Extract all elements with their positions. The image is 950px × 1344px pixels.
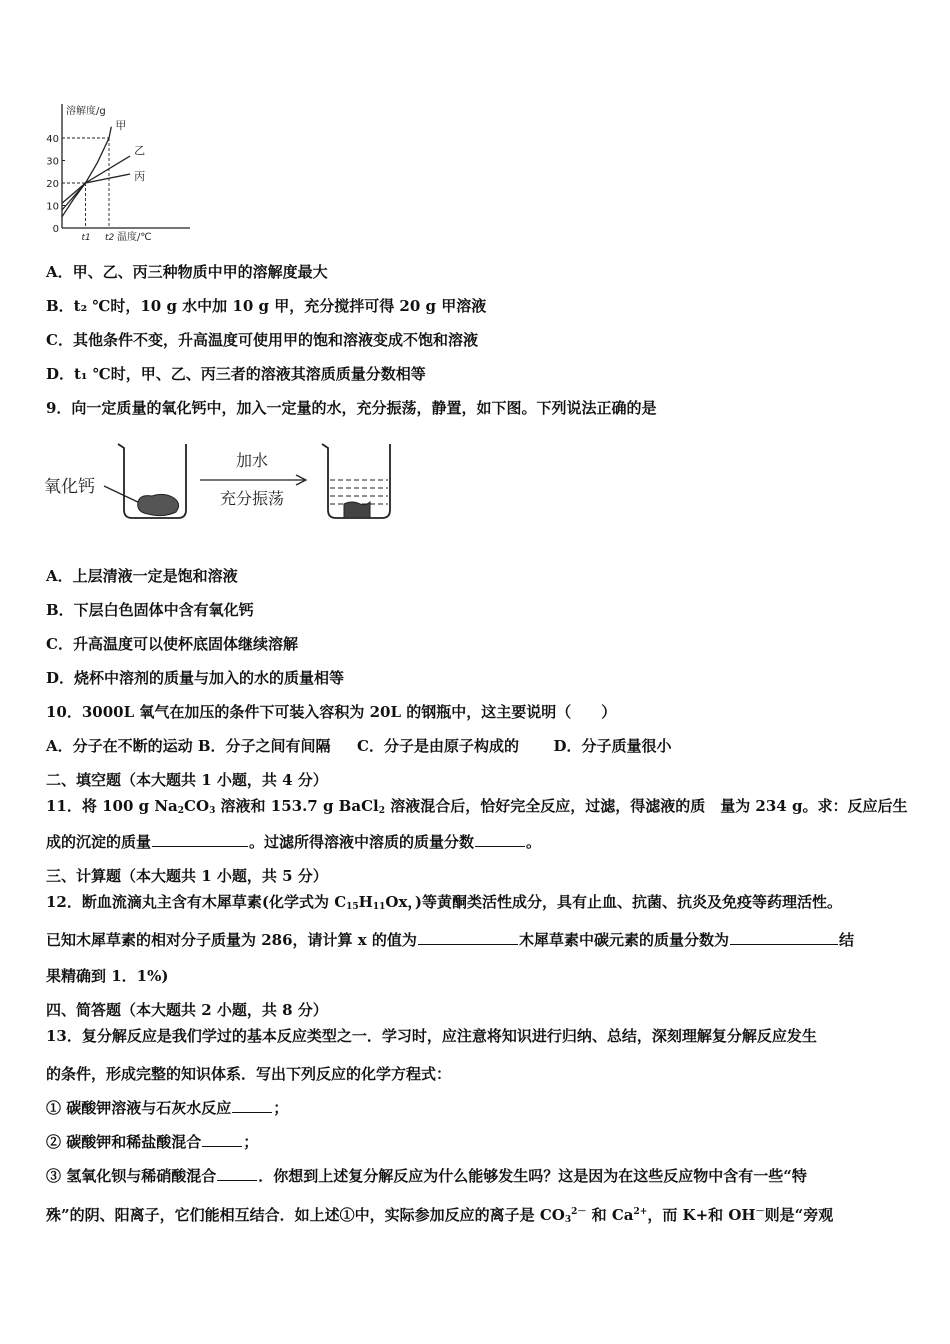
q9-option-b: B．下层白色固体中含有氧化钙 bbox=[46, 601, 254, 619]
q10-stem: 10．3000L 氧气在加压的条件下可装入容积为 20L 的钢瓶中，这主要说明（ ） bbox=[46, 703, 617, 721]
section-short-answer-title: 四、简答题（本大题共 2 小题，共 8 分） bbox=[46, 1001, 328, 1019]
q8-option-b: B．t₂ ℃时，10 g 水中加 10 g 甲，充分搅拌可得 20 g 甲溶液 bbox=[46, 297, 487, 315]
x-tick-label-t1: t1 bbox=[81, 233, 91, 243]
q12-line3: 果精确到 1．1%) bbox=[46, 967, 169, 985]
label-pointer-line bbox=[104, 486, 142, 504]
q10-options bbox=[46, 736, 671, 756]
q13-blank-1[interactable] bbox=[232, 1098, 272, 1113]
q13-line1: 13．复分解反应是我们学过的基本反应类型之一．学习时，应注意将知识进行归纳、总结，深刻理解复分解反应发生 bbox=[46, 1027, 817, 1045]
q8-option-a: A．甲、乙、丙三种物质中甲的溶解度最大 bbox=[46, 263, 328, 281]
q11-line1: 11．将 100 g $Na_2CO_3$ 溶液和 153.7 g BaCl$_2$ 溶液混合后，恰好完全反应，过滤，得滤液的质 量为 234 g。求：反应后生 bbox=[46, 797, 908, 816]
q9-option-a: A．上层清液一定是饱和溶液 bbox=[46, 567, 238, 585]
calcium-oxide-solid bbox=[138, 494, 179, 515]
q13-line2: 的条件，形成完整的知识体系．写出下列反应的化学方程式： bbox=[46, 1065, 452, 1083]
q9-option-d: D．烧杯中溶剂的质量与加入的水的质量相等 bbox=[46, 669, 345, 687]
q10-option-c: C．分子是由原子构成的 bbox=[357, 737, 519, 755]
section-fill-blank-title: 二、填空题（本大题共 1 小题，共 4 分） bbox=[46, 771, 328, 789]
series-label-3: 丙 bbox=[134, 170, 146, 183]
q11-blank-fraction[interactable] bbox=[475, 832, 525, 847]
solution-dashes bbox=[330, 480, 388, 504]
x-tick-label-t2: t2 bbox=[105, 233, 115, 243]
arrow-label-add-water: 加水 bbox=[236, 451, 269, 470]
q13-line6: 殊”的阴、阳离子，它们能相互结合．如上述①中，实际参加反应的离子是 $CO_3^{2-}$ 和 $Ca^{2+}$，而 K+和 OH－则是“旁观 bbox=[46, 1206, 834, 1225]
beaker-figure bbox=[40, 434, 420, 534]
q13-blank-3[interactable] bbox=[217, 1166, 257, 1181]
y-tick-label-10: 10 bbox=[46, 201, 59, 213]
q9-option-c: C．升高温度可以使杯底固体继续溶解 bbox=[46, 635, 298, 653]
q10-option-d: D．分子质量很小 bbox=[553, 737, 672, 755]
q9-stem: 9．向一定质量的氧化钙中，加入一定量的水，充分振荡，静置，如下图。下列说法正确的是 bbox=[46, 399, 657, 417]
q8-option-c: C．其他条件不变，升高温度可使用甲的饱和溶液变成不饱和溶液 bbox=[46, 331, 478, 349]
y-tick-label-20: 20 bbox=[46, 179, 59, 190]
q12-line1: 12．断血流滴丸主含有木犀草素(化学式为 $C_{15}H_{11}Ox$，)等黄酮类活性成分，具有止血、抗菌、抗炎及免疫等药理活性。 bbox=[46, 893, 843, 912]
q8-option-d: D．t₁ ℃时，甲、乙、丙三者的溶液其溶质质量分数相等 bbox=[46, 365, 426, 383]
settled-solid bbox=[344, 502, 370, 518]
q11-blank-precipitate[interactable] bbox=[152, 832, 248, 847]
series-label-2: 乙 bbox=[134, 144, 146, 157]
q13-item1: ① 碳酸钾溶液与石灰水反应 ； bbox=[46, 1099, 289, 1117]
calcium-oxide-label: 氧化钙 bbox=[44, 477, 95, 497]
q11-line2: 成的沉淀的质量 。过滤所得溶液中溶质的质量分数 。 bbox=[46, 833, 542, 851]
q13-blank-2[interactable] bbox=[202, 1132, 242, 1147]
q12-blank-x[interactable] bbox=[418, 930, 518, 945]
arrow-label-shake: 充分振荡 bbox=[220, 489, 285, 508]
section-calculation-title: 三、计算题（本大题共 1 小题，共 5 分） bbox=[46, 867, 328, 885]
solubility-chart bbox=[40, 98, 210, 248]
q13-item2: ② 碳酸钾和稀盐酸混合 ； bbox=[46, 1133, 259, 1151]
q12-blank-carbon[interactable] bbox=[730, 930, 838, 945]
y-axis-label: 溶解度/g bbox=[66, 106, 106, 117]
y-tick-label-30: 30 bbox=[46, 156, 59, 168]
y-tick-label-40: 40 bbox=[46, 134, 59, 145]
series-label-1: 甲 bbox=[115, 118, 127, 132]
q13-item3: ③ 氢氧化钡与稀硝酸混合 ．你想到上述复分解反应为什么能够发生吗？这是因为在这些反应物中含有一些“特 bbox=[46, 1167, 807, 1185]
q10-option-ab: A．分子在不断的运动 B．分子之间有间隔 bbox=[46, 737, 331, 755]
x-axis-label: 温度/℃ bbox=[117, 232, 152, 243]
q12-line2: 已知木犀草素的相对分子质量为 286，请计算 x 的值为 木犀草素中碳元素的质量分数为 结 bbox=[46, 931, 854, 949]
y-tick-label-0: 0 bbox=[52, 224, 59, 235]
